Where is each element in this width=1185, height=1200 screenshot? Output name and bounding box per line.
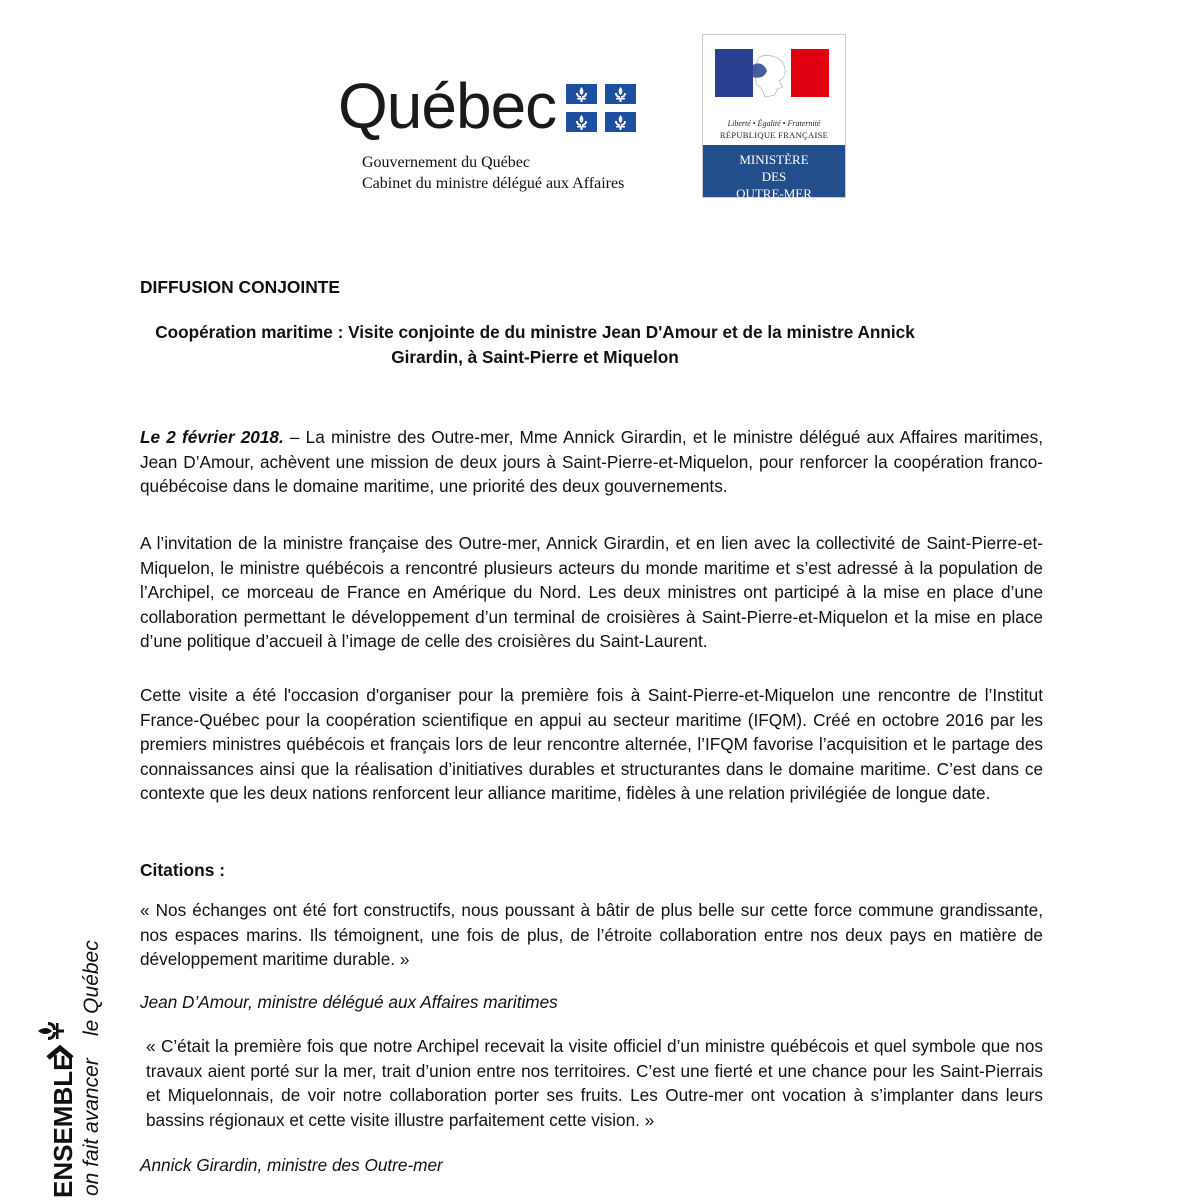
paragraph-intro — [140, 425, 1043, 499]
title-line2: Girardin, à Saint-Pierre et Miquelon — [391, 347, 679, 367]
ministere-line2: DES — [761, 169, 787, 184]
quebec-logo — [338, 70, 678, 200]
quebec-subtitle-line1: Gouvernement du Québec — [362, 154, 530, 171]
ministere-box — [703, 145, 845, 201]
slogan-tagline-pre: on fait avancer — [80, 1058, 103, 1196]
ministere-name — [703, 151, 845, 202]
dateline: Le 2 février 2018. — [140, 427, 284, 447]
title-line1: Coopération maritime : Visite conjointe de du ministre Jean D'Amour et de la ministre Annick — [155, 322, 915, 342]
fleur-de-lis-icon — [38, 1022, 64, 1040]
ministere-line3: OUTRE-MER — [736, 186, 812, 201]
fleurdelise-flag-icon — [566, 84, 636, 132]
paragraph-invitation: A l’invitation de la ministre française des Outre-mer, Annick Girardin, et en lien avec la collectivité de Saint-Pierre-et-Miquelon, le ministre québécois a rencontré plusieurs acteurs du monde maritime et s’est adressé à la population de l’Archipel, ce morceau de France en Amérique du Nord. Les deux ministres ont participé à la mise en place d’une collaboration permettant le développement d’un terminal de croisières à Saint-Pierre-et-Miquelon et la mise en place d’une politique d’accueil à l’image de celle des croisières du Saint-Laurent. — [140, 533, 1043, 651]
ensemble-slogan — [28, 940, 108, 1200]
paragraph-ifqm: Cette visite a été l'occasion d'organiser pour la première fois à Saint-Pierre-et-Miquelon une rencontre de l’Institut France-Québec pour la coopération scientifique en appui au secteur maritime (IFQM). Créé en octobre 2016 par les premiers ministres québécois et français lors de leur rencontre alternée, l’IFQM favorise l’acquisition et le partage des connaissances ainsi que la réalisation d’initiatives durables et structurantes dans le domaine maritime. C’est dans ce contexte que les deux nations renforcent leur alliance maritime, fidèles à une relation privilégiée de longue date. — [140, 685, 1043, 803]
page-title — [30, 320, 1040, 370]
diffusion-label: DIFFUSION CONJOINTE — [140, 277, 341, 297]
quebec-subtitle — [362, 152, 624, 194]
republic-motto: Liberté • Égalité • Fraternité — [727, 119, 821, 128]
intro-text: – La ministre des Outre-mer, Mme Annick Girardin, et le ministre délégué aux Affaires maritimes, Jean D’Amour, achèvent une mission de deux jours à Saint-Pierre-et-Miquelon, pour renforcer la coopération franco-québécoise dans le domaine maritime, une priorité des deux gouvernements. — [140, 427, 1043, 496]
citations-heading: Citations : — [140, 860, 226, 880]
attribution-damour: Jean D’Amour, ministre délégué aux Affaires maritimes — [140, 992, 558, 1012]
quebec-wordmark: Québec — [338, 70, 557, 142]
ministere-outre-mer-logo — [702, 34, 846, 201]
ministere-line1: MINISTÈRE — [739, 152, 809, 167]
republique-francaise: RÉPUBLIQUE FRANÇAISE — [719, 130, 829, 140]
marianne-icon — [703, 35, 845, 119]
slogan-tagline-post: le Québec — [80, 940, 103, 1036]
attribution-girardin: Annick Girardin, ministre des Outre-mer — [140, 1155, 443, 1175]
quebec-subtitle-line2: Cabinet du ministre délégué aux Affaires — [362, 175, 625, 192]
quote-damour: « Nos échanges ont été fort constructifs, nous poussant à bâtir de plus belle sur cette force commune grandissante, nos espaces marins. Ils témoignent, une fois de plus, de l’étroite collaboration entre nos deux pays en matière de développement maritime durable. » — [140, 900, 1043, 969]
quote-girardin: « C’était la première fois que notre Archipel recevait la visite officiel d’un ministre québécois et quel symbole que nos travaux aient porté sur la mer, trait d’union entre nos territoires. C’est une fierté et une chance pour les Saint-Pierrais et Miquelonnais, de voir notre collaboration porter ses fruits. Les Outre-mer ont vocation à s’implanter dans leurs bassins régionaux et cette visite illustre parfaitement cette vision. » — [146, 1036, 1043, 1130]
slogan-word: ENSEMBLE — [48, 1053, 78, 1198]
